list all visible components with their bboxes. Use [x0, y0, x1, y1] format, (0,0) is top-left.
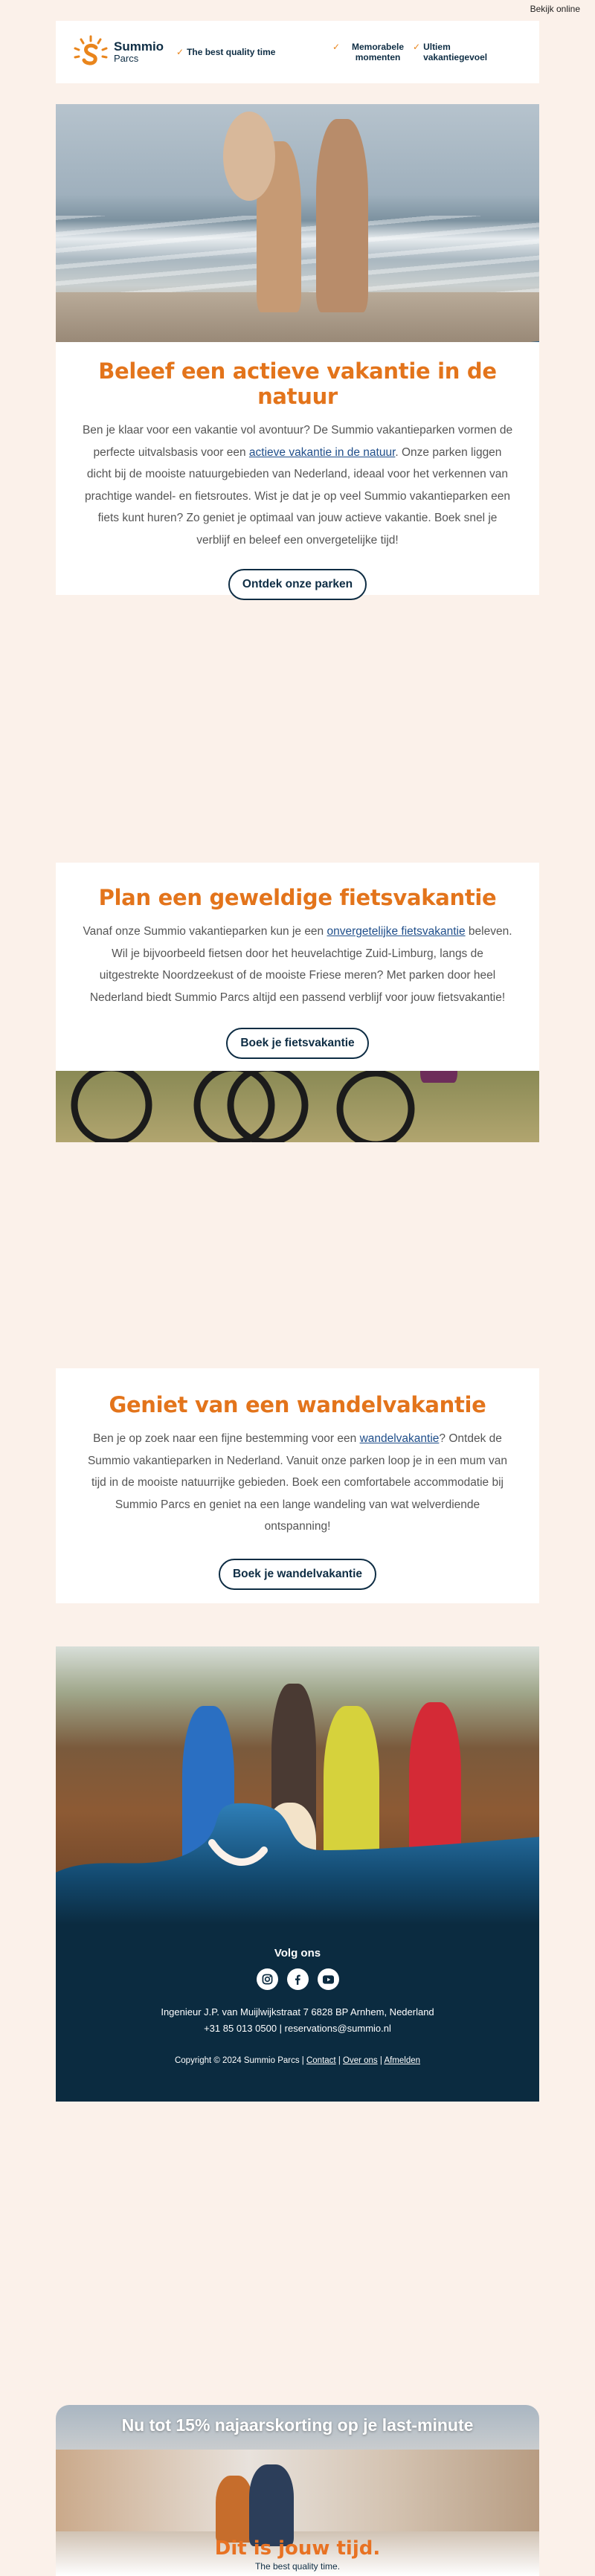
usp-holiday-feeling: ✓ Ultiem vakantiegevoel: [413, 42, 488, 62]
book-walking-holiday-button[interactable]: Boek je wandelvakantie: [219, 1559, 376, 1590]
banner-tagline: Dit is jouw tijd.: [214, 2537, 381, 2560]
woman-figure: [316, 119, 368, 312]
bike-holiday-section: [56, 863, 539, 1071]
sun-logo-icon: [72, 33, 109, 71]
active-holiday-section: [56, 342, 539, 595]
footer-contact: +31 85 013 0500 | reservations@summio.nl: [204, 2023, 391, 2034]
walking-holiday-section: [56, 1368, 539, 1603]
section-title: Plan een geweldige fietsvakantie: [98, 885, 497, 910]
follow-us-heading: Volg ons: [274, 1947, 321, 1960]
bike-holiday-link[interactable]: onvergetelijke fietsvakantie: [327, 925, 466, 938]
walking-holiday-link[interactable]: wandelvakantie: [359, 1432, 440, 1445]
contact-link[interactable]: Contact: [306, 2056, 336, 2065]
section-text: Ben je op zoek naar een fijne bestemming voor een wandelvakantie? Ontdek de Summio vakantieparken in Nederland. Vanuit onze parken loop je in een mum van tijd in de mooiste natuurrijke gebieden. Boek een comfortabele accommodatie bij Summio Parcs en geniet na een lange wandeling van wat welverdiende ontspanning!: [87, 1432, 508, 1533]
child-figure: [223, 112, 275, 201]
book-bike-holiday-button[interactable]: Boek je fietsvakantie: [226, 1028, 368, 1059]
social-links: [56, 1968, 539, 1990]
youtube-icon[interactable]: [318, 1968, 339, 1990]
footer-address: Ingenieur J.P. van Muijlwijkstraat 7 6828 BP Arnhem, Nederland: [161, 2006, 434, 2018]
logo-name: Summio: [114, 39, 164, 54]
section-text: Vanaf onze Summio vakantieparken kun je een onvergetelijke fietsvakantie beleven. Wil je bijvoorbeeld fietsen door het heuvelachtige Zuid-Limburg, langs de uitgestrekte Noordzeekust of de mooiste Friese meren? Met parken door heel Nederland biedt Summio Parcs altijd een passend verblijf voor jouw fietsvakantie!: [83, 925, 512, 1004]
unsubscribe-link[interactable]: Afmelden: [384, 2056, 421, 2065]
child-figure: [216, 2476, 253, 2543]
about-us-link[interactable]: Over ons: [343, 2056, 378, 2065]
check-icon: ✓: [413, 42, 421, 52]
facebook-icon[interactable]: [287, 1968, 309, 1990]
logo-sub: Parcs: [114, 53, 139, 65]
active-holiday-link[interactable]: actieve vakantie in de natuur: [248, 445, 396, 459]
banner-title: Nu tot 15% najaarskorting op je last-minute: [121, 2415, 474, 2435]
section-text: Ben je klaar voor een vakantie vol avontuur? De Summio vakantieparken vormen de perfecte uitvalsbasis voor een actieve vakantie in de natuur. Onze parken liggen dicht bij de mooiste natuurgebieden van Nederland, ideaal voor het verkennen van prachtige wandel- en fietsroutes. Wist je dat je op veel Summio vakantieparken een fiets kunt huren? Zo geniet je optimaal van jouw actieve vakantie. Boek snel je verblijf en beleef een onvergetelijke tijd!: [82, 424, 513, 547]
check-icon: ✓: [332, 42, 341, 52]
footer-legal: Copyright © 2024 Summio Parcs | Contact | Over ons | Afmelden: [174, 2056, 421, 2065]
topbar: [0, 0, 595, 21]
hero-beach-photo[interactable]: [56, 104, 539, 363]
promo-banner[interactable]: [56, 2405, 539, 2576]
footer-wave-decoration: [56, 1798, 539, 1925]
banner-subline: The best quality time.: [254, 2561, 341, 2572]
logo[interactable]: [72, 33, 176, 71]
usp-quality-time: ✓ The best quality time: [176, 47, 276, 57]
email-header: [56, 21, 539, 83]
check-icon: ✓: [176, 47, 184, 57]
instagram-icon[interactable]: [257, 1968, 278, 1990]
footer: [56, 1925, 539, 2102]
discover-parks-button[interactable]: Ontdek onze parken: [228, 569, 367, 600]
usp-memorable-moments: ✓ Memorabele momenten: [332, 42, 405, 62]
adult-figure: [249, 2464, 294, 2546]
section-title: Beleef een actieve vakantie in de natuur: [98, 358, 497, 409]
view-online-link[interactable]: Bekijk online: [530, 4, 580, 14]
section-title: Geniet van een wandelvakantie: [109, 1392, 486, 1417]
